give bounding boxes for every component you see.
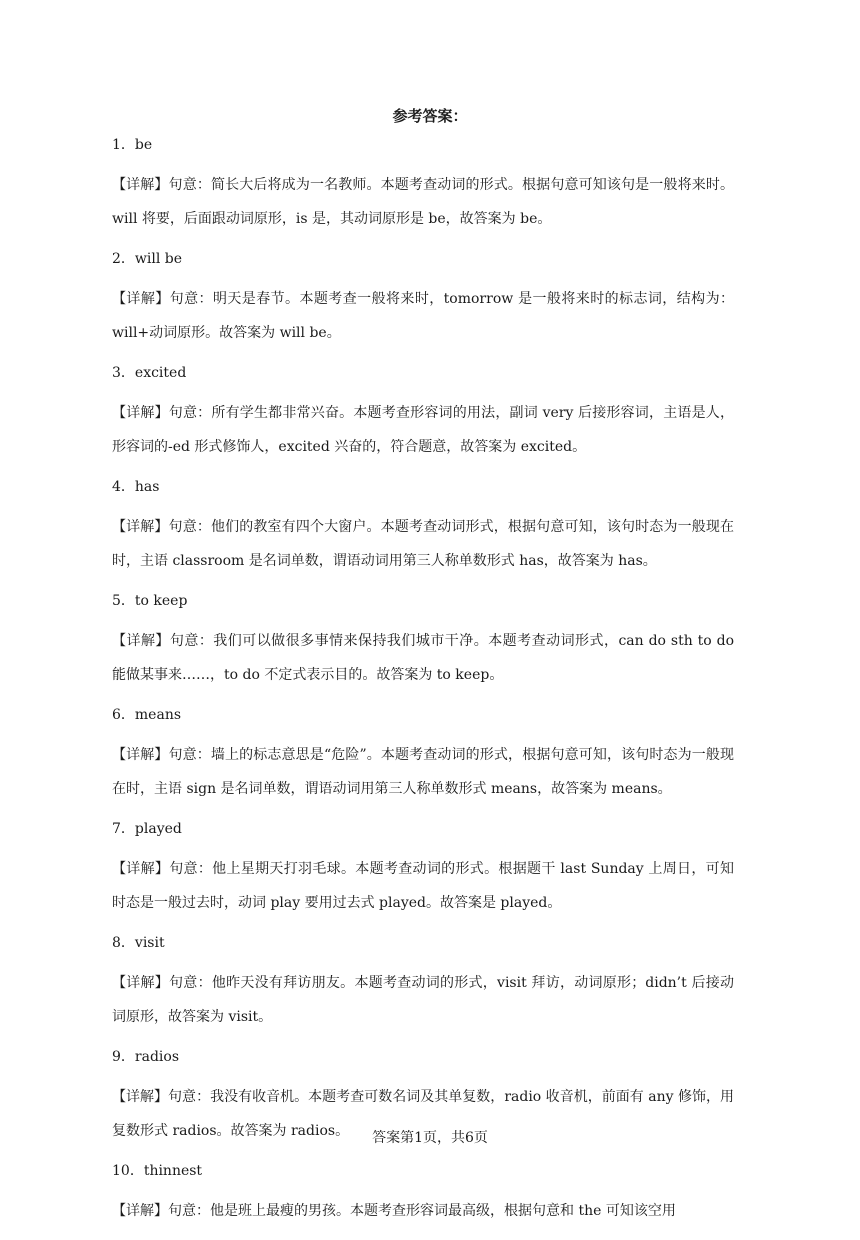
answer-item-3: [112, 362, 734, 464]
answer-text: 5．to keep: [112, 593, 188, 609]
explanation-text: 【详解】句意：明天是春节。本题考查一般将来时，tomorrow 是一般将来时的标志词，结构为：will+动词原形。故答案为 will be。: [112, 291, 734, 341]
answer-item-4: [112, 476, 734, 578]
answer-text: 3．excited: [112, 365, 187, 381]
answer-item-8: [112, 932, 734, 1034]
answer-text: 4．has: [112, 479, 160, 495]
answer-item-6: [112, 704, 734, 806]
answer-text: 1．be: [112, 137, 153, 153]
answer-list: [112, 134, 734, 1240]
explanation-text: 【详解】句意：他上星期天打羽毛球。本题考查动词的形式。根据题干 last Sunday 上周日，可知时态是一般过去时，动词 play 要用过去式 played。故答案是 played。: [112, 861, 734, 911]
answer-item-2: [112, 248, 734, 350]
explanation-text: 【详解】句意：他们的教室有四个大窗户。本题考查动词形式，根据句意可知，该句时态为一般现在时，主语 classroom 是名词单数，谓语动词用第三人称单数形式 has，故答案为 has。: [112, 519, 734, 569]
answer-item-7: [112, 818, 734, 920]
page-footer: 答案第1页，共6页: [372, 1130, 488, 1146]
explanation-text: 【详解】句意：所有学生都非常兴奋。本题考查形容词的用法，副词 very 后接形容词，主语是人，形容词的-ed 形式修饰人，excited 兴奋的，符合题意，故答案为 excited。: [112, 405, 734, 455]
explanation-text: 【详解】句意：墙上的标志意思是“危险”。本题考查动词的形式，根据句意可知，该句时态为一般现在时，主语 sign 是名词单数，谓语动词用第三人称单数形式 means，故答案为 means。: [112, 747, 734, 797]
answer-text: 10．thinnest: [112, 1163, 203, 1179]
answer-item-1: [112, 134, 734, 236]
explanation-text: 【详解】句意：我们可以做很多事情来保持我们城市干净。本题考查动词形式，can do sth to do 能做某事来……，to do 不定式表示目的。故答案为 to keep。: [112, 633, 734, 683]
answer-text: 6．means: [112, 707, 182, 723]
answer-text: 8．visit: [112, 935, 165, 951]
answer-text: 7．played: [112, 821, 182, 837]
explanation-text: 【详解】句意：简长大后将成为一名教师。本题考查动词的形式。根据句意可知该句是一般将来时。will 将要，后面跟动词原形，is 是，其动词原形是 be，故答案为 be。: [112, 177, 734, 227]
answer-text: 2．will be: [112, 251, 183, 267]
explanation-text: 【详解】句意：他昨天没有拜访朋友。本题考查动词的形式，visit 拜访，动词原形；didn’t 后接动词原形，故答案为 visit。: [112, 975, 734, 1025]
answer-text: 9．radios: [112, 1049, 179, 1065]
explanation-text: 【详解】句意：我没有收音机。本题考查可数名词及其单复数，radio 收音机，前面有 any 修饰，用复数形式 radios。故答案为 radios。: [112, 1089, 734, 1139]
answer-item-5: [112, 590, 734, 692]
page-title: 参考答案：: [392, 107, 468, 125]
answer-item-10: [112, 1160, 734, 1228]
explanation-text: 【详解】句意：他是班上最瘦的男孩。本题考查形容词最高级，根据句意和 the 可知该空用: [112, 1203, 676, 1219]
